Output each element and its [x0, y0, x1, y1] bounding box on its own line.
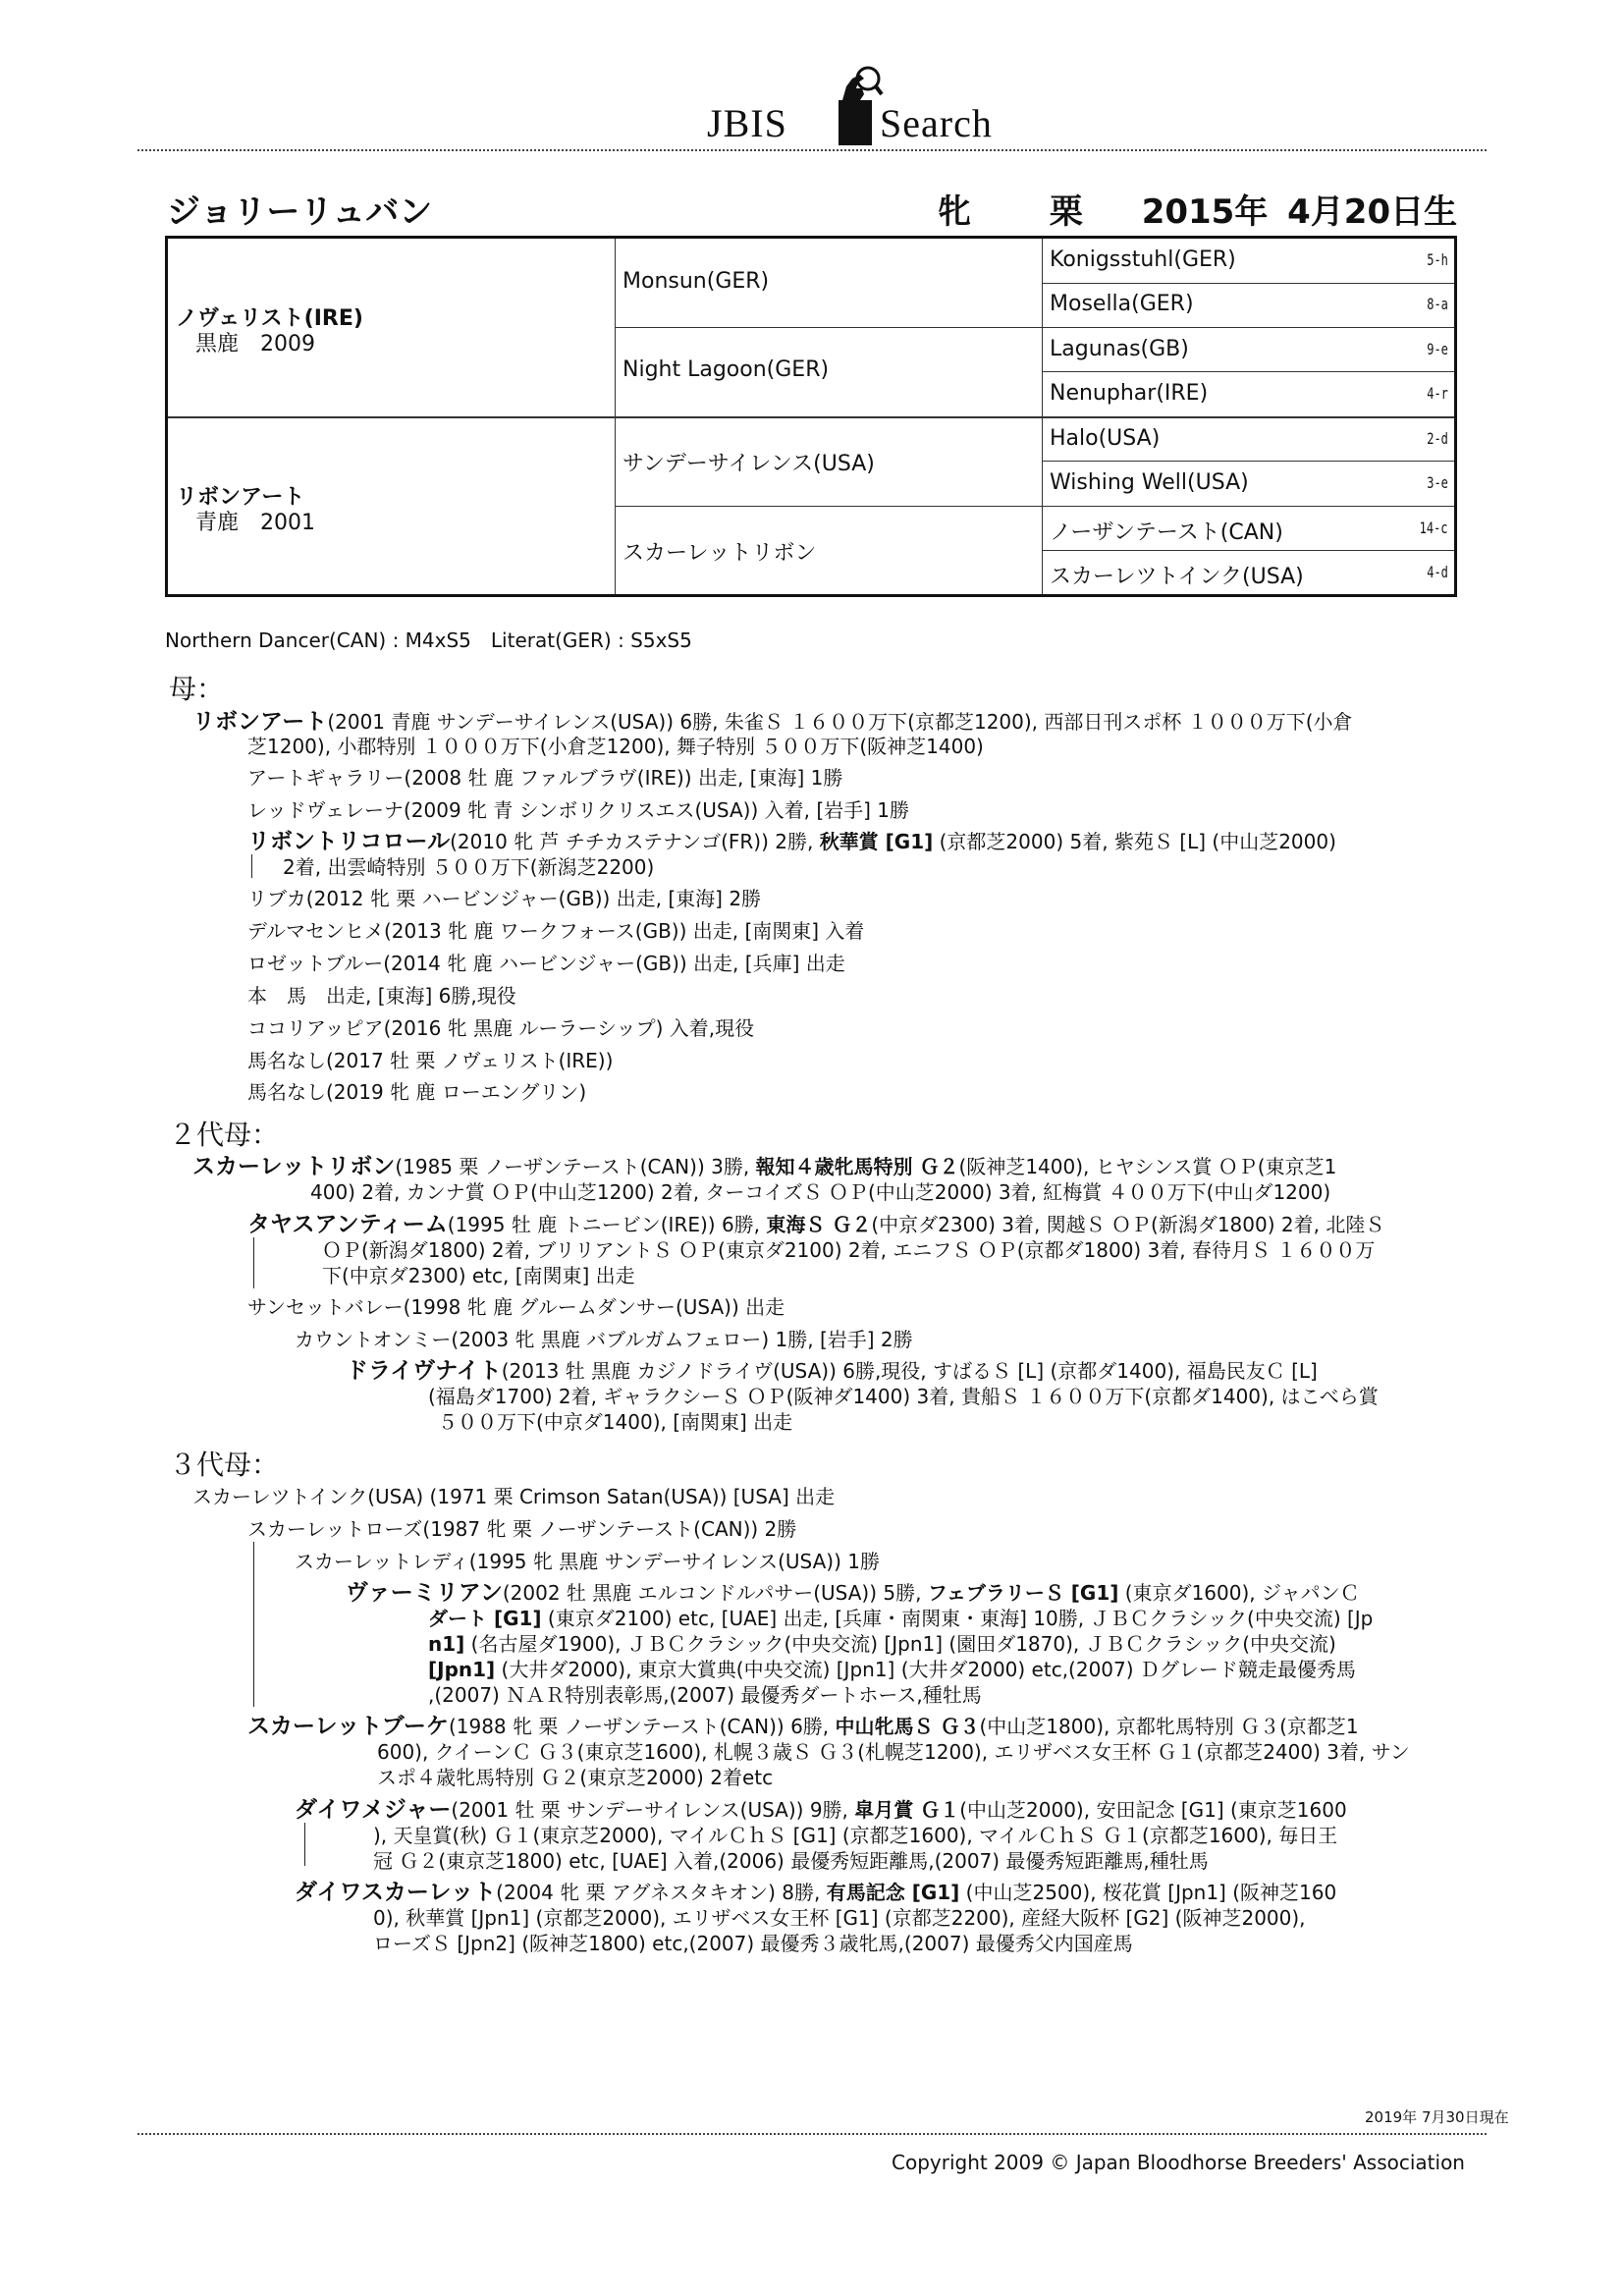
third-dam-entry: スカーレツトインク(USA) (1971 栗 Crimson Satan(USA)) [USA] 出走 — [192, 1485, 836, 1508]
family-code: 14-c — [1420, 519, 1448, 537]
granddaughter-entry: ダイワスカーレット(2004 牝 栗 アグネスタキオン) 8勝, 有馬記念 [G1] (中山芝2500), 桜花賞 [Jpn1] (阪神芝160 — [295, 1880, 1337, 1905]
great-grandson-entry-cont: ,(2007) ＮＡＲ特別表彰馬,(2007) 最優秀ダートホース,種牡馬 — [428, 1683, 982, 1707]
horse-magnifier-icon — [835, 65, 884, 147]
section-third-dam: ３代母： — [169, 1449, 280, 1481]
gen3-name: Wishing Well(USA) — [1050, 470, 1249, 495]
gen3-name: Konigsstuhl(GER) — [1050, 247, 1236, 272]
granddaughter-entry: スカーレットレディ(1995 牝 黒鹿 サンデーサイレンス(USA)) 1勝 — [295, 1550, 880, 1573]
copyright-notice: Copyright 2009 © Japan Bloodhorse Breeders' Association — [892, 2151, 1465, 2174]
gen3-name: Lagunas(GB) — [1050, 337, 1189, 361]
dam-name: リボンアート — [176, 485, 305, 510]
family-code: 8-a — [1427, 295, 1448, 313]
dam-dam: スカーレットリボン — [623, 541, 817, 566]
sire-detail: 黒鹿 2009 — [195, 332, 315, 356]
foal-entry: アートギャラリー(2008 牡 鹿 ファルブラヴ(IRE)) 出走, [東海] 1勝 — [247, 766, 843, 790]
gen3-name: ノーザンテースト(CAN) — [1050, 520, 1283, 545]
second-dam-entry: スカーレットリボン(1985 栗 ノーザンテースト(CAN)) 3勝, 報知４歳牝馬特別 Ｇ２(阪神芝1400), ヒヤシンス賞 ＯＰ(東京芝1 — [192, 1154, 1337, 1179]
foal-entry: ココリアッピア(2016 牝 黒鹿 ルーラーシップ) 入着,現役 — [247, 1016, 755, 1040]
logo-search-text: Search — [880, 101, 993, 145]
sire-name: ノヴェリスト(IRE) — [176, 306, 363, 331]
family-code: 2-d — [1427, 429, 1448, 448]
family-code: 9-e — [1427, 340, 1448, 358]
great-grandson-entry-cont: ５００万下(中京ダ1400), [南関東] 出走 — [438, 1410, 793, 1434]
foal-entry: 馬名なし(2017 牡 栗 ノヴェリスト(IRE)) — [247, 1049, 614, 1072]
foal-entry: デルマセンヒメ(2013 牝 鹿 ワークフォース(GB)) 出走, [南関東] 入着 — [247, 919, 865, 943]
horse-birth: 2015年 4月20日生 — [1141, 192, 1458, 232]
great-grandson-entry: ヴァーミリアン(2002 牡 黒鹿 エルコンドルパサー(USA)) 5勝, フェブラリーＳ [G1] (東京ダ1600), ジャパンＣ — [346, 1580, 1360, 1606]
great-grandson-entry-cont: (福島ダ1700) 2着, ギャラクシーＳ ＯＰ(阪神ダ1400) 3着, 貴船Ｓ １６００万下(京都ダ1400), はこべら賞 — [428, 1385, 1379, 1408]
granddaughter-entry-cont: 0), 秋華賞 [Jpn1] (京都芝2000), エリザベス女王杯 [G1] (京都芝2200), 産経大阪杯 [G2] (阪神芝2000), — [373, 1906, 1306, 1930]
foal-entry-cont: スポ４歳牝馬特別 Ｇ２(東京芝2000) 2着etc — [377, 1766, 774, 1789]
foal-entry: リブカ(2012 牝 栗 ハービンジャー(GB)) 出走, [東海] 2勝 — [247, 887, 762, 910]
family-code: 4-d — [1427, 563, 1448, 581]
foal-entry: タヤスアンティーム(1995 牡 鹿 トニービン(IRE)) 6勝, 東海Ｓ Ｇ２(中京ダ2300) 3着, 関越Ｓ ＯＰ(新潟ダ1800) 2着, 北陸Ｓ — [247, 1212, 1385, 1237]
sire-dam: Night Lagoon(GER) — [623, 357, 830, 382]
second-dam-entry-cont: 400) 2着, カンナ賞 ＯＰ(中山芝1200) 2着, ターコイズＳ ＯＰ(中山芝2000) 3着, 紅梅賞 ４００万下(中山ダ1200) — [310, 1180, 1331, 1204]
gen3-name: Halo(USA) — [1050, 426, 1161, 451]
gen3-name: Nenuphar(IRE) — [1050, 381, 1209, 406]
granddaughter-entry-cont: ローズＳ [Jpn2] (阪神芝1800) etc,(2007) 最優秀３歳牝馬,(2007) 最優秀父内国産馬 — [373, 1932, 1133, 1955]
horse-name: ジョリーリュバン — [167, 192, 433, 232]
grandson-entry-cont: 冠 Ｇ２(東京芝1800) etc, [UAE] 入着,(2006) 最優秀短距離馬,(2007) 最優秀短距離馬,種牡馬 — [373, 1849, 1209, 1873]
dam-entry-cont: 芝1200), 小郡特別 １０００万下(小倉芝1200), 舞子特別 ５００万下(阪神芝1400) — [247, 735, 984, 758]
grandson-entry-cont: ), 天皇賞(秋) Ｇ１(東京芝2000), マイルＣｈＳ [G1] (京都芝1600), マイルＣｈＳ Ｇ１(京都芝1600), 毎日王 — [373, 1824, 1338, 1847]
as-of-date: 2019年 7月30日現在 — [1365, 2108, 1509, 2126]
foal-entry: スカーレットブーケ(1988 牝 栗 ノーザンテースト(CAN)) 6勝, 中山牝馬Ｓ Ｇ３(中山芝1800), 京都牝馬特別 Ｇ３(京都芝1 — [247, 1714, 1359, 1739]
foal-entry-self: 本 馬 出走, [東海] 6勝,現役 — [247, 984, 516, 1008]
great-grandson-entry: ドライヴナイト(2013 牡 黒鹿 カジノドライヴ(USA)) 6勝,現役, すばるＳ [L] (京都ダ1400), 福島民友Ｃ [L] — [346, 1358, 1318, 1384]
gen3-name: スカーレツトインク(USA) — [1050, 565, 1304, 589]
great-grandson-entry-cont: n1] (名古屋ダ1900), ＪＢＣクラシック(中央交流) [Jpn1] (園田ダ1870), ＪＢＣクラシック(中央交流) — [428, 1632, 1336, 1656]
family-code: 3-e — [1427, 473, 1448, 492]
foal-entry: サンセットバレー(1998 牝 鹿 グルームダンサー(USA)) 出走 — [247, 1295, 785, 1319]
horse-sex: 牝 — [938, 192, 1001, 232]
jbis-search-logo — [658, 98, 993, 147]
foal-entry-cont: 600), クイーンＣ Ｇ３(東京芝1600), 札幌３歳Ｓ Ｇ３(札幌芝1200), エリザベス女王杯 Ｇ１(京都芝2400) 3着, サン — [377, 1740, 1410, 1764]
granddaughter-entry: カウントオンミー(2003 牝 黒鹿 バブルガムフェロー) 1勝, [岩手] 2勝 — [295, 1328, 913, 1351]
foal-entry: スカーレットローズ(1987 牝 栗 ノーザンテースト(CAN)) 2勝 — [247, 1517, 797, 1541]
family-code: 5-h — [1427, 250, 1448, 269]
foal-entry: ロゼットブルー(2014 牝 鹿 ハービンジャー(GB)) 出走, [兵庫] 出走 — [247, 952, 845, 975]
foal-entry-cont: 2着, 出雲崎特別 ５００万下(新潟芝2200) — [283, 855, 655, 879]
gen3-name: Mosella(GER) — [1050, 292, 1194, 316]
dam-entry: リボンアート(2001 青鹿 サンデーサイレンス(USA)) 6勝, 朱雀Ｓ １６００万下(京都芝1200), 西部日刊スポ杯 １０００万下(小倉 — [192, 709, 1353, 735]
grandson-entry: ダイワメジャー(2001 牡 栗 サンデーサイレンス(USA)) 9勝, 皐月賞 Ｇ１(中山芝2000), 安田記念 [G1] (東京芝1600 — [295, 1797, 1347, 1823]
foal-entry: 馬名なし(2019 牝 鹿 ローエングリン) — [247, 1080, 587, 1104]
section-second-dam: ２代母： — [169, 1119, 280, 1151]
header-divider — [137, 149, 1487, 151]
foal-entry: レッドヴェレーナ(2009 牝 青 シンボリクリスエス(USA)) 入着, [岩手] 1勝 — [247, 798, 910, 822]
dam-detail: 青鹿 2001 — [195, 511, 315, 535]
logo-jbis-text: JBIS — [707, 101, 787, 145]
horse-color: 栗 — [1049, 192, 1083, 232]
horse-profile — [938, 185, 1457, 233]
section-dam: 母： — [169, 673, 225, 705]
foal-entry-cont: ＯＰ(新潟ダ1800) 2着, ブリリアントＳ ＯＰ(東京ダ2100) 2着, エニフＳ ＯＰ(京都ダ1800) 3着, 春待月Ｓ １６００万 — [322, 1238, 1376, 1262]
great-grandson-entry-cont: [Jpn1] (大井ダ2000), 東京大賞典(中央交流) [Jpn1] (大井ダ2000) etc,(2007) Ｄグレード競走最優秀馬 — [428, 1658, 1356, 1681]
dam-sire: サンデーサイレンス(USA) — [623, 452, 875, 476]
inbreeding-note: Northern Dancer(CAN) : M4xS5 Literat(GER) : S5xS5 — [165, 629, 692, 652]
pedigree-table — [165, 236, 1457, 597]
family-code: 4-r — [1427, 384, 1448, 403]
foal-entry: リボントリコロール(2010 牝 芦 チチカステナンゴ(FR)) 2勝, 秋華賞 [G1] (京都芝2000) 5着, 紫苑Ｓ [L] (中山芝2000) — [247, 829, 1336, 854]
footer-divider — [137, 2133, 1487, 2135]
foal-entry-cont: 下(中京ダ2300) etc, [南関東] 出走 — [322, 1264, 635, 1287]
great-grandson-entry-cont: ダート [G1] (東京ダ2100) etc, [UAE] 出走, [兵庫・南関東・東海] 10勝, ＪＢＣクラシック(中央交流) [Jp — [428, 1607, 1374, 1630]
sire-sire: Monsun(GER) — [623, 269, 770, 294]
